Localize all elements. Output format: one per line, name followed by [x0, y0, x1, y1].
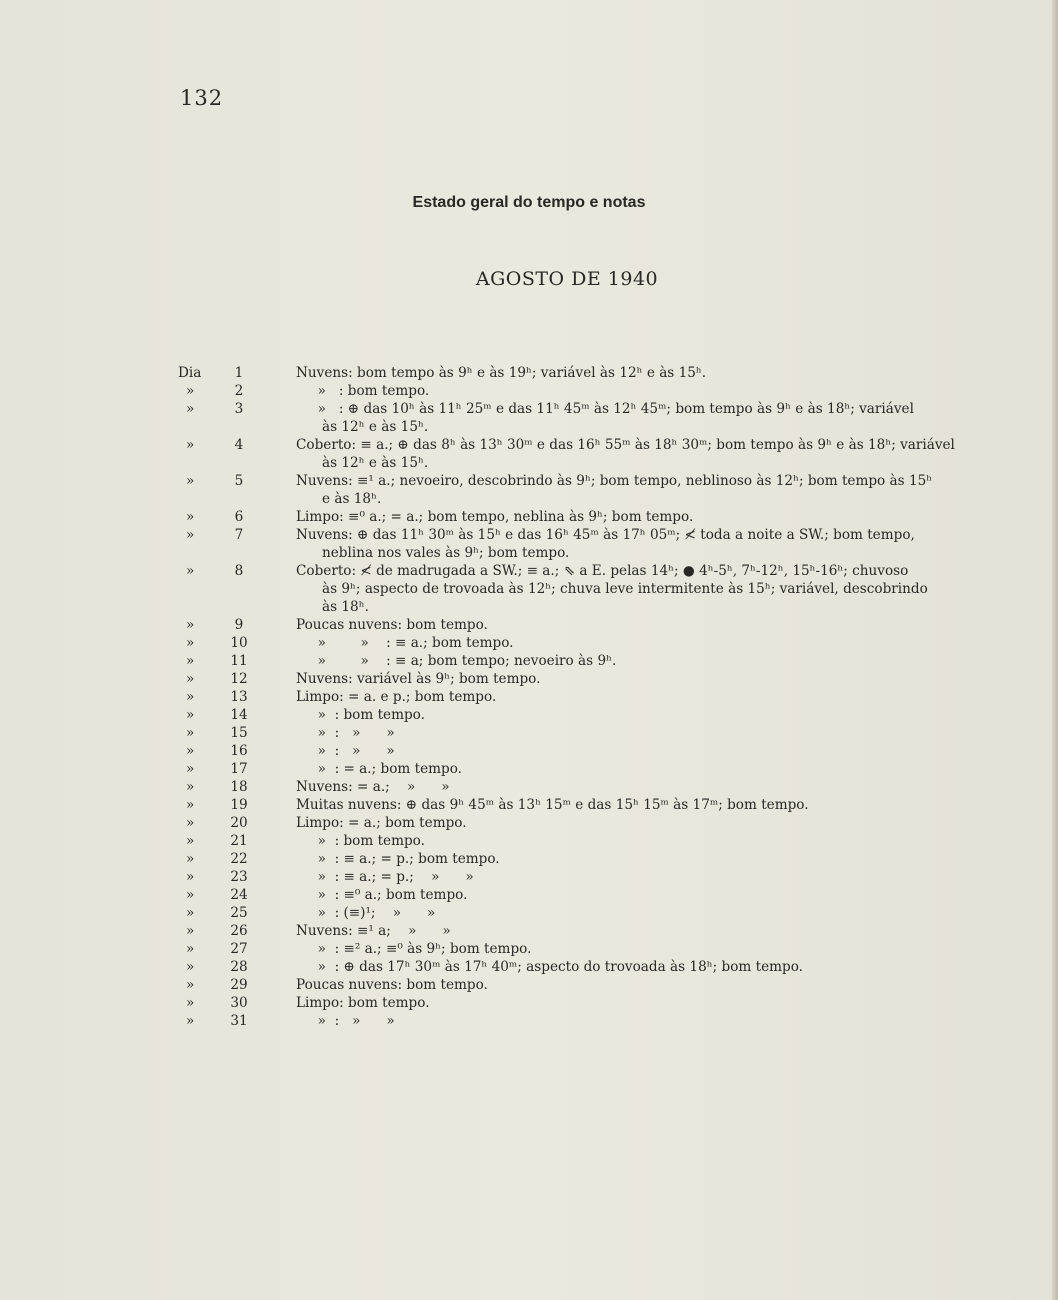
day-number: 17: [230, 761, 248, 777]
entry-text: [296, 958, 956, 976]
ditto-mark: »: [186, 851, 195, 867]
entry-row: [0, 832, 1058, 850]
ditto-mark: »: [186, 401, 195, 417]
day-number: 2: [234, 383, 244, 399]
entry-row: [0, 688, 1058, 706]
ditto-mark: »: [186, 959, 195, 975]
entry-row: [0, 940, 1058, 958]
entry-text: [296, 886, 956, 904]
entry-text: [296, 940, 956, 958]
ditto-mark: »: [186, 473, 195, 489]
entry-line: » : = a.; bom tempo.: [296, 761, 462, 777]
day-number: 30: [230, 995, 248, 1011]
entry-line: » : ≡² a.; ≡⁰ às 9ʰ; bom tempo.: [296, 941, 532, 957]
entry-line: » : bom tempo.: [296, 707, 425, 723]
entry-line: Limpo: ≡⁰ a.; = a.; bom tempo, neblina às 9ʰ; bom tempo.: [296, 509, 694, 525]
entry-row: [0, 1012, 1058, 1030]
entry-text: [296, 796, 956, 814]
entry-continuation: neblina nos vales às 9ʰ; bom tempo.: [322, 545, 570, 561]
entry-text: [296, 526, 956, 562]
ditto-mark: »: [186, 995, 195, 1011]
day-number: 28: [230, 959, 248, 975]
entry-continuation: às 12ʰ e às 15ʰ.: [322, 419, 429, 435]
entry-line: » : bom tempo.: [296, 383, 430, 399]
ditto-mark: »: [186, 941, 195, 957]
day-number: 15: [230, 725, 248, 741]
section-title: Estado geral do tempo e notas: [412, 194, 646, 211]
ditto-mark: »: [186, 833, 195, 849]
day-number: 29: [230, 977, 248, 993]
entry-line: » : » »: [296, 1013, 395, 1029]
entry-row: [0, 760, 1058, 778]
day-number: 5: [234, 473, 244, 489]
entry-line: » » : ≡ a.; bom tempo.: [296, 635, 514, 651]
day-number: 24: [230, 887, 248, 903]
entry-text: [296, 400, 956, 436]
day-number: 27: [230, 941, 248, 957]
entry-text: [296, 760, 956, 778]
day-number: 12: [230, 671, 248, 687]
entry-text: [296, 382, 956, 400]
entry-row: [0, 400, 1058, 436]
ditto-mark: »: [186, 869, 195, 885]
ditto-mark: »: [186, 653, 195, 669]
month-heading: AGOSTO DE 1940: [475, 268, 659, 290]
entry-row: [0, 850, 1058, 868]
day-number: 31: [230, 1013, 248, 1029]
entry-row: [0, 634, 1058, 652]
entry-row: [0, 778, 1058, 796]
entry-text: [296, 994, 956, 1012]
entry-line: » : bom tempo.: [296, 833, 425, 849]
entry-continuation: e às 18ʰ.: [322, 491, 382, 507]
entry-line: Coberto: ≮ de madrugada a SW.; ≡ a.; ⇖ a E. pelas 14ʰ; ● 4ʰ-5ʰ, 7ʰ-12ʰ, 15ʰ-16ʰ; chuvoso: [296, 563, 909, 579]
entry-row: [0, 922, 1058, 940]
entry-line: Nuvens: ≡¹ a; » »: [296, 923, 451, 939]
entry-row: [0, 886, 1058, 904]
entry-row: [0, 526, 1058, 562]
entry-text: [296, 976, 956, 994]
day-number: 10: [230, 635, 248, 651]
entry-text: [296, 922, 956, 940]
entry-line: » » : ≡ a; bom tempo; nevoeiro às 9ʰ.: [296, 653, 617, 669]
entry-row: [0, 868, 1058, 886]
daily-entries: [0, 364, 1058, 1030]
entry-row: [0, 652, 1058, 670]
day-number: 26: [230, 923, 248, 939]
entry-line: Limpo: bom tempo.: [296, 995, 430, 1011]
entry-text: [296, 850, 956, 868]
entry-row: [0, 436, 1058, 472]
entry-text: [296, 868, 956, 886]
entry-row: [0, 742, 1058, 760]
entry-text: [296, 472, 956, 508]
entry-text: [296, 742, 956, 760]
ditto-mark: »: [186, 797, 195, 813]
entry-row: [0, 670, 1058, 688]
entry-text: [296, 832, 956, 850]
ditto-mark: »: [186, 383, 195, 399]
entry-row: [0, 904, 1058, 922]
day-number: 19: [230, 797, 248, 813]
day-number: 9: [234, 617, 244, 633]
entry-row: [0, 796, 1058, 814]
entry-line: » : » »: [296, 725, 395, 741]
entry-row: [0, 958, 1058, 976]
entry-text: [296, 364, 956, 382]
day-number: 14: [230, 707, 248, 723]
ditto-mark: »: [186, 761, 195, 777]
day-label: Dia: [178, 365, 202, 381]
entry-line: » : ⊕ das 10ʰ às 11ʰ 25ᵐ e das 11ʰ 45ᵐ às 12ʰ 45ᵐ; bom tempo às 9ʰ e às 18ʰ; variável: [296, 401, 914, 417]
day-number: 1: [234, 365, 244, 381]
entry-row: [0, 814, 1058, 832]
day-number: 20: [230, 815, 248, 831]
day-number: 11: [230, 653, 248, 669]
entry-line: Nuvens: ⊕ das 11ʰ 30ᵐ às 15ʰ e das 16ʰ 45ᵐ às 17ʰ 05ᵐ; ≮ toda a noite a SW.; bom tempo,: [296, 527, 915, 543]
page-number: 132: [180, 86, 224, 110]
entry-text: [296, 1012, 956, 1030]
entry-text: [296, 814, 956, 832]
ditto-mark: »: [186, 689, 195, 705]
entry-row: [0, 472, 1058, 508]
day-number: 18: [230, 779, 248, 795]
entry-line: Coberto: ≡ a.; ⊕ das 8ʰ às 13ʰ 30ᵐ e das 16ʰ 55ᵐ às 18ʰ 30ᵐ; bom tempo às 9ʰ e às 18ʰ; variável: [296, 437, 955, 453]
ditto-mark: »: [186, 1013, 195, 1029]
ditto-mark: »: [186, 635, 195, 651]
entry-line: Poucas nuvens: bom tempo.: [296, 617, 488, 633]
entry-line: Limpo: = a. e p.; bom tempo.: [296, 689, 497, 705]
day-number: 16: [230, 743, 248, 759]
entry-continuation: às 18ʰ.: [322, 599, 369, 615]
entry-text: [296, 778, 956, 796]
ditto-mark: »: [186, 887, 195, 903]
entry-continuation: às 9ʰ; aspecto de trovoada às 12ʰ; chuva leve intermitente às 15ʰ; variável, descobrindo: [322, 581, 928, 597]
entry-text: [296, 724, 956, 742]
ditto-mark: »: [186, 725, 195, 741]
entry-row: [0, 976, 1058, 994]
day-number: 25: [230, 905, 248, 921]
entry-text: [296, 688, 956, 706]
entry-row: [0, 364, 1058, 382]
ditto-mark: »: [186, 671, 195, 687]
entry-row: [0, 562, 1058, 616]
entry-row: [0, 724, 1058, 742]
day-number: 22: [230, 851, 248, 867]
entry-line: Limpo: = a.; bom tempo.: [296, 815, 467, 831]
day-number: 21: [230, 833, 248, 849]
entry-text: [296, 634, 956, 652]
entry-line: Nuvens: ≡¹ a.; nevoeiro, descobrindo às 9ʰ; bom tempo, neblinoso às 12ʰ; bom tempo às 15ʰ: [296, 473, 933, 489]
entry-text: [296, 652, 956, 670]
ditto-mark: »: [186, 779, 195, 795]
entry-row: [0, 706, 1058, 724]
entry-continuation: às 12ʰ e às 15ʰ.: [322, 455, 429, 471]
ditto-mark: »: [186, 923, 195, 939]
entry-line: Nuvens: variável às 9ʰ; bom tempo.: [296, 671, 541, 687]
entry-line: Nuvens: = a.; » »: [296, 779, 450, 795]
entry-row: [0, 508, 1058, 526]
day-number: 23: [230, 869, 248, 885]
day-number: 8: [234, 563, 244, 579]
ditto-mark: »: [186, 527, 195, 543]
day-number: 6: [234, 509, 244, 525]
entry-row: [0, 616, 1058, 634]
ditto-mark: »: [186, 743, 195, 759]
day-number: 3: [234, 401, 244, 417]
entry-line: Poucas nuvens: bom tempo.: [296, 977, 488, 993]
entry-line: Nuvens: bom tempo às 9ʰ e às 19ʰ; variável às 12ʰ e às 15ʰ.: [296, 365, 707, 381]
entry-line: » : ≡ a.; = p.; bom tempo.: [296, 851, 500, 867]
entry-row: [0, 994, 1058, 1012]
ditto-mark: »: [186, 905, 195, 921]
ditto-mark: »: [186, 707, 195, 723]
entry-line: » : » »: [296, 743, 395, 759]
entry-text: [296, 508, 956, 526]
day-number: 13: [230, 689, 248, 705]
entry-text: [296, 562, 956, 616]
entry-line: » : ≡⁰ a.; bom tempo.: [296, 887, 468, 903]
entry-line: » : (≡)¹; » »: [296, 905, 436, 921]
day-number: 7: [234, 527, 244, 543]
ditto-mark: »: [186, 509, 195, 525]
entry-text: [296, 670, 956, 688]
entry-line: » : ⊕ das 17ʰ 30ᵐ às 17ʰ 40ᵐ; aspecto do trovoada às 18ʰ; bom tempo.: [296, 959, 803, 975]
entry-text: [296, 436, 956, 472]
entry-line: Muitas nuvens: ⊕ das 9ʰ 45ᵐ às 13ʰ 15ᵐ e das 15ʰ 15ᵐ às 17ᵐ; bom tempo.: [296, 797, 809, 813]
entry-text: [296, 616, 956, 634]
entry-row: [0, 382, 1058, 400]
ditto-mark: »: [186, 815, 195, 831]
ditto-mark: »: [186, 563, 195, 579]
ditto-mark: »: [186, 977, 195, 993]
ditto-mark: »: [186, 437, 195, 453]
entry-text: [296, 706, 956, 724]
day-number: 4: [234, 437, 244, 453]
entry-text: [296, 904, 956, 922]
entry-line: » : ≡ a.; = p.; » »: [296, 869, 474, 885]
ditto-mark: »: [186, 617, 195, 633]
